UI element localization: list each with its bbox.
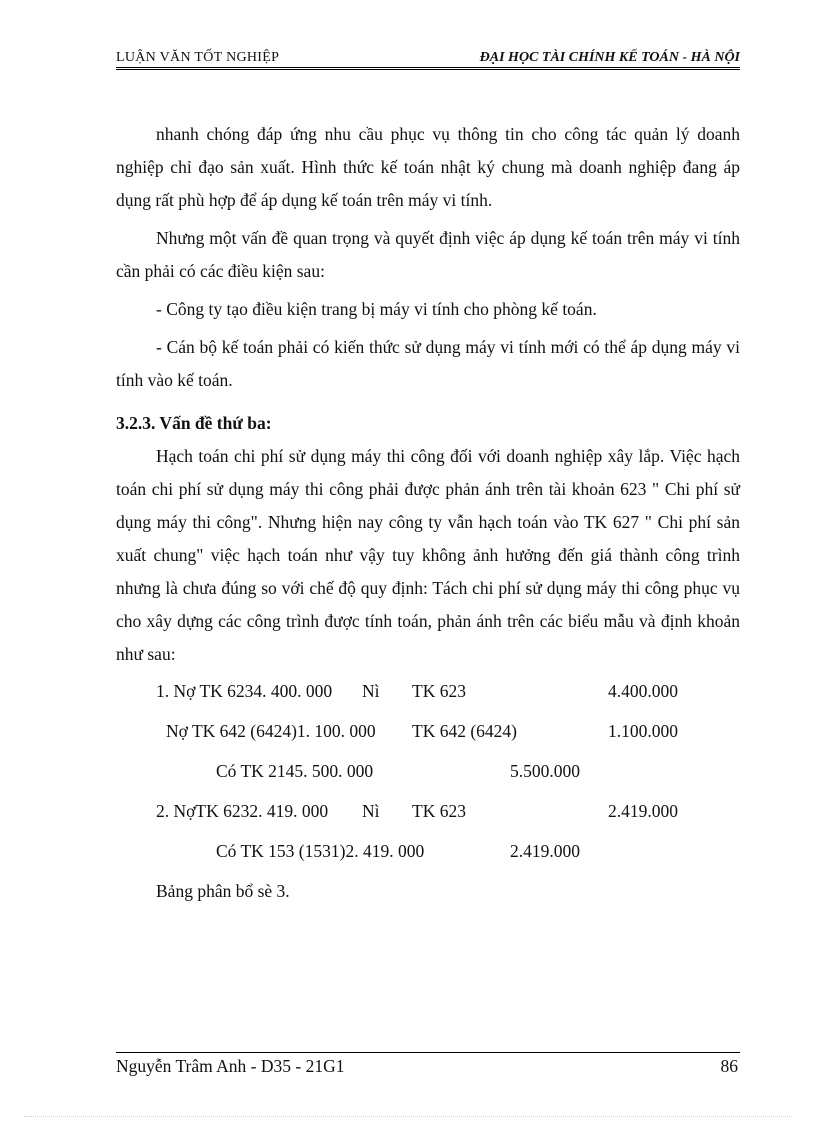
entry-5-amount: 2.419.000 [510, 841, 580, 861]
entry-5-credit: Có TK 153 (1531)2. 419. 000 [216, 841, 425, 861]
page-bottom-border [24, 1116, 792, 1117]
paragraph-2: Nhưng một vấn đề quan trọng và quyết định việc áp dụng kế toán trên máy vi tính cần phải có các điều kiện sau: [116, 228, 740, 281]
entry-2-account: TK 642 (6424) [412, 721, 517, 741]
entry-4-marker: Nì [362, 801, 380, 821]
section-heading: 3.2.3. Vấn đề thứ ba: [116, 413, 272, 433]
paragraph-5: Hạch toán chi phí sử dụng máy thi công đối với doanh nghiệp xây lắp. Việc hạch toán chi phí sử dụng máy thi công phải được phản ánh trên tài khoản 623 " Chi phí sử dụng máy thi công". Nhưng hiện nay công ty vẫn hạch toán vào TK 627 " Chi phí sản xuất chung" việc hạch toán như vậy tuy không ảnh hưởng đến giá thành công trình nhưng là chưa đúng so với chế độ quy định: Tách chi phí sử dụng máy thi công phục vụ cho xây dựng các công trình được tính toán, phản ánh trên các biểu mẫu và định khoản như sau: [116, 446, 740, 664]
entry-row-4 [116, 791, 740, 831]
page-number: 86 [720, 1056, 738, 1076]
entry-row-5 [116, 831, 740, 871]
header-left-title: LUẬN VĂN TỐT NGHIỆP [116, 50, 280, 65]
entry-2-amount: 1.100.000 [608, 721, 678, 741]
entry-row-2 [116, 711, 740, 751]
closing-line [116, 871, 740, 911]
paragraph-4: - Cán bộ kế toán phải có kiến thức sử dụng máy vi tính mới có thể áp dụng máy vi tính vào kế toán. [116, 337, 740, 390]
header-rule [116, 67, 740, 68]
entry-1-debit: 1. Nợ TK 6234. 400. 000 [156, 681, 333, 701]
header-rule-secondary [116, 69, 740, 70]
entry-3-amount: 5.500.000 [510, 761, 580, 781]
entry-row-3 [116, 751, 740, 791]
paragraph-3: - Công ty tạo điều kiện trang bị máy vi tính cho phòng kế toán. [156, 299, 597, 319]
document-body [116, 118, 740, 911]
entry-3-credit: Có TK 2145. 500. 000 [216, 761, 374, 781]
footer-author: Nguyễn Trâm Anh - D35 - 21G1 [116, 1056, 345, 1076]
closing-text: Bảng phân bổ sè 3. [156, 881, 290, 901]
entry-4-account: TK 623 [412, 801, 466, 821]
header-right-title: ĐẠI HỌC TÀI CHÍNH KẾ TOÁN - HÀ NỘI [479, 50, 740, 65]
entry-1-marker: Nì [362, 681, 380, 701]
entry-2-debit: Nợ TK 642 (6424)1. 100. 000 [166, 721, 376, 741]
entry-4-amount: 2.419.000 [608, 801, 678, 821]
footer-rule [116, 1052, 740, 1053]
paragraph-1: nhanh chóng đáp ứng nhu cầu phục vụ thông tin cho công tác quản lý doanh nghiệp chỉ đạo sản xuất. Hình thức kế toán nhật ký chung mà doanh nghiệp đang áp dụng rất phù hợp để áp dụng kế toán trên máy vi tính. [116, 124, 740, 210]
entry-4-debit: 2. NợTK 6232. 419. 000 [156, 801, 329, 821]
entry-row-1 [116, 671, 740, 711]
entry-1-amount: 4.400.000 [608, 681, 678, 701]
entry-1-account: TK 623 [412, 681, 466, 701]
